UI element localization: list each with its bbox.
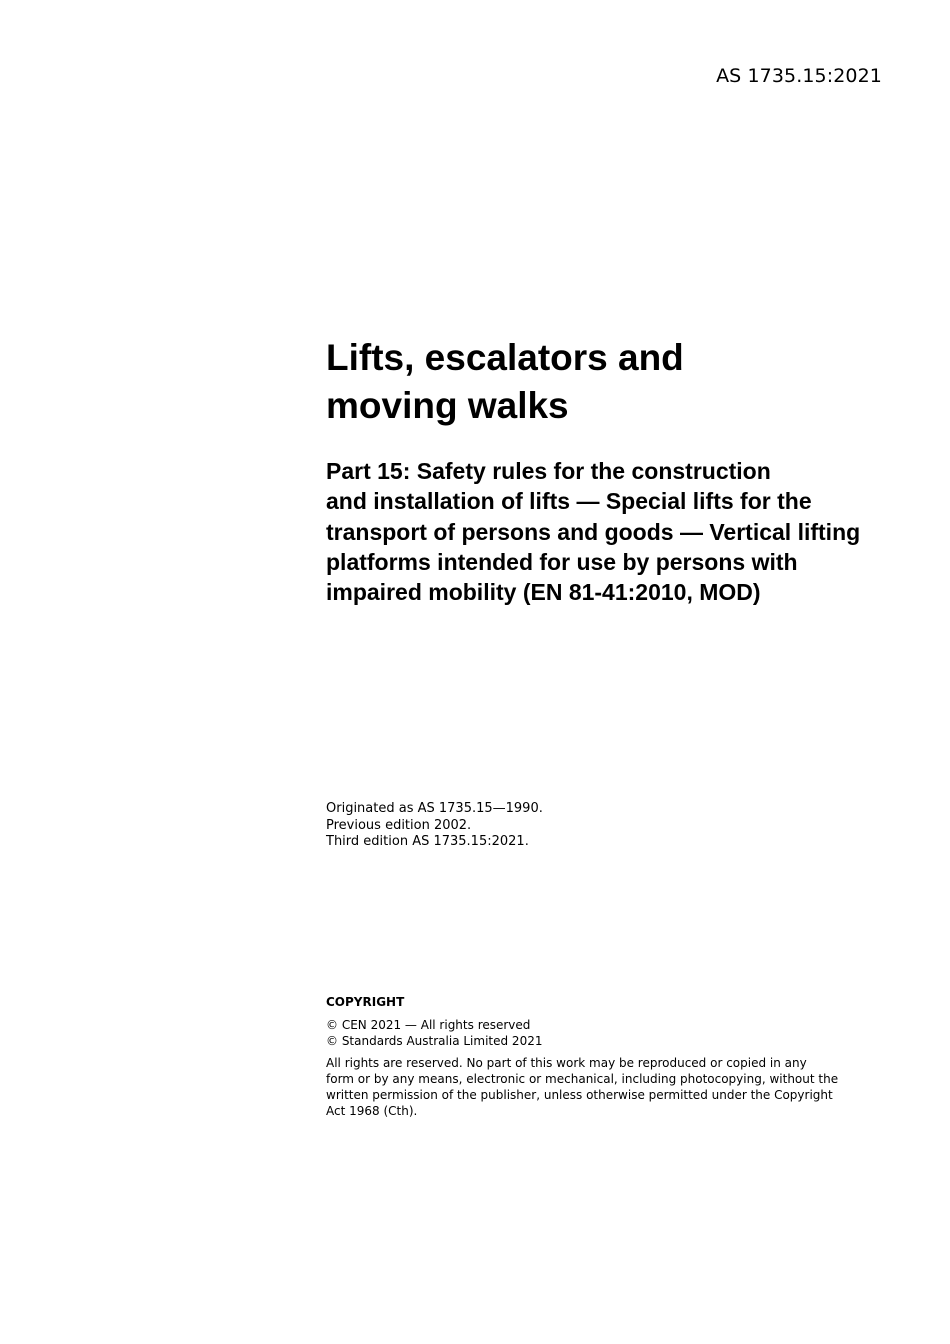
history-originated: Originated as AS 1735.15—1990. [326, 801, 543, 816]
edition-history [326, 801, 543, 851]
copyright-block [326, 994, 866, 1119]
document-subtitle: Part 15: Safety rules for the construction and installation of lifts — Special lifts for the transport of persons and goods — Vertical lifting platforms intended for use by persons with impaired mobility (EN 81-41:2010, MOD) [326, 458, 861, 606]
document-number: AS 1735.15:2021 [716, 65, 882, 87]
copyright-heading: COPYRIGHT [326, 995, 405, 1009]
copyright-standards-australia: © Standards Australia Limited 2021 [326, 1034, 543, 1048]
document-title: Lifts, escalators and moving walks [326, 337, 684, 426]
history-previous-edition: Previous edition 2002. [326, 817, 472, 833]
rights-statement: All rights are reserved. No part of this work may be reproduced or copied in any form or by any means, electronic or mechanical, including photocopying, without the written permission of the publisher, unless otherwise permitted under the Copyright Act 1968 (Cth). [326, 1056, 839, 1118]
copyright-cen: © CEN 2021 — All rights reserved [326, 1018, 531, 1032]
copyright-holders [326, 1017, 866, 1049]
history-current-edition: Third edition AS 1735.15:2021. [326, 834, 529, 849]
